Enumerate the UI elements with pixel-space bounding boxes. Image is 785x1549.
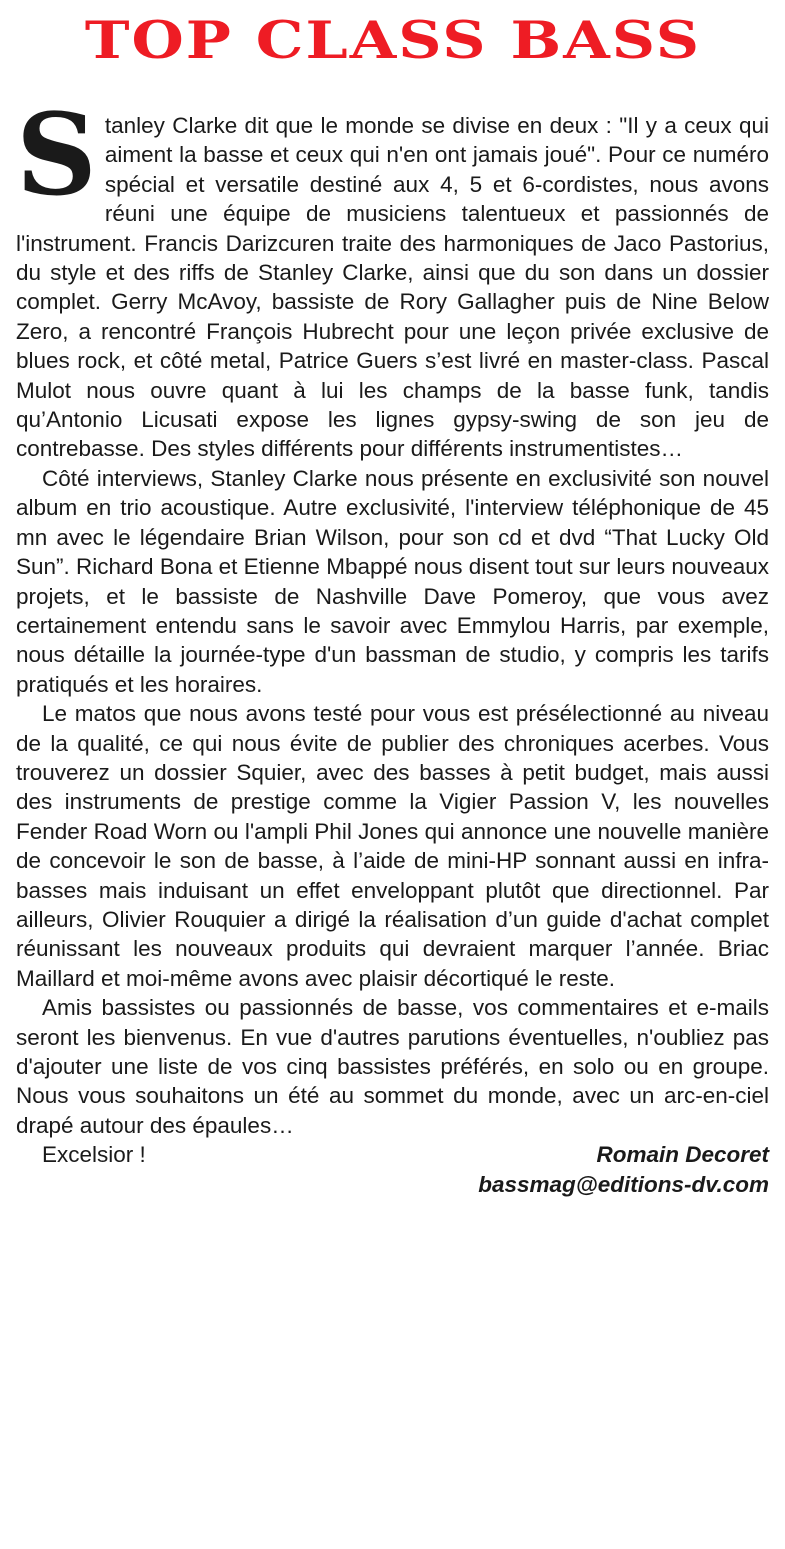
- page-title: TOP CLASS BASS: [84, 11, 702, 71]
- drop-cap: S: [16, 90, 97, 221]
- article-body: [16, 90, 769, 1199]
- author-email[interactable]: bassmag@editions-dv.com: [478, 1171, 769, 1197]
- closing-text: Excelsior !: [42, 1142, 146, 1168]
- paragraph-3: Le matos que nous avons testé pour vous est présélectionné au niveau de la qualité, ce qui nous évite de publier des chroniques acerbes. Vous trouverez un dossier Squier, avec des basses à petit budget, mais aussi des instruments de prestige comme la Vigier Passion V, les nouvelles Fender Road Worn ou l'ampli Phil Jones qui annonce une nouvelle manière de concevoir le son de basse, à l’aide de mini-HP sonnant aussi en infra-basses mais induisant un effet enveloppant plutôt que directionnel. Par ailleurs, Olivier Rouquier a dirigé la réalisation d’un guide d'achat complet réunissant les nouveaux produits qui devraient marquer l’année. Briac Maillard et moi-même avons avec plaisir décortiqué le reste.: [16, 701, 769, 991]
- author-name: Romain Decoret: [596, 1142, 769, 1168]
- paragraph-2: Côté interviews, Stanley Clarke nous présente en exclusivité son nouvel album en trio acoustique. Autre exclusivité, l'interview téléphonique de 45 mn avec le légendaire Brian Wilson, pour son cd et dvd “That Lucky Old Sun”. Richard Bona et Etienne Mbappé nous disent tout sur leurs nouveaux projets, et le bassiste de Nashville Dave Pomeroy, que vous avez certainement entendu sans le savoir avec Emmylou Harris, par exemple, nous détaille la journée-type d'un bassman de studio, y compris les tarifs pratiqués et les horaires.: [16, 465, 769, 697]
- paragraph-1: [16, 90, 769, 464]
- signature-row: [16, 1140, 769, 1169]
- paragraph-1-text: tanley Clarke dit que le monde se divise en deux : "Il y a ceux qui aiment la basse et ceux qui n'en ont jamais joué". Pour ce numéro spécial et versatile destiné aux 4, 5 et 6-cordistes, nous avons réuni une équipe de musiciens talentueux et passionnés de l'instrument. Francis Darizcuren traite des harmoniques de Jaco Pastorius, du style et des riffs de Stanley Clarke, ainsi que du son dans un dossier complet. Gerry McAvoy, bassiste de Rory Gallagher puis de Nine Below Zero, a rencontré François Hubrecht pour une leçon privée exclusive de blues rock, et côté metal, Patrice Guers s’est livré en master-class. Pascal Mulot nous ouvre quant à lui les champs de la basse funk, tandis qu’Antonio Licusati expose les lignes gypsy-swing de son jeu de contrebasse. Des styles différents pour différents instrumentistes…: [16, 113, 769, 462]
- paragraph-4: Amis bassistes ou passionnés de basse, vos commentaires et e-mails seront les bienvenus. En vue d'autres parutions éventuelles, n'oubliez pas d'ajouter une liste de vos cinq bassistes préférés, en solo ou en groupe. Nous vous souhaitons un été au sommet du monde, avec un arc-en-ciel drapé autour des épaules…: [16, 995, 769, 1138]
